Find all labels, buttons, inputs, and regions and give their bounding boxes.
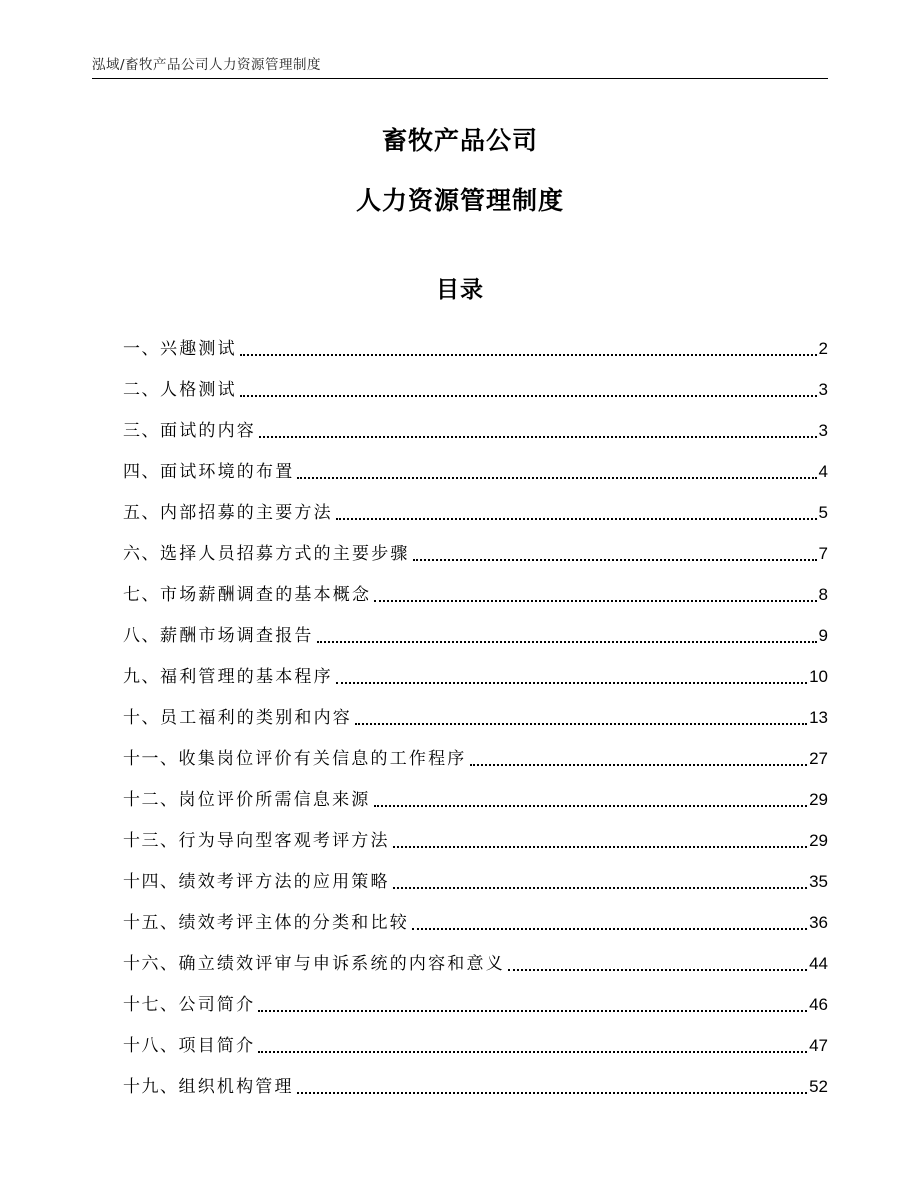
toc-entry-page: 44 [809,954,828,973]
toc-entry[interactable] [123,937,828,978]
toc-entry-page: 8 [818,585,828,604]
toc-entry-page: 29 [809,790,828,809]
toc-entry-page: 3 [818,421,828,440]
toc-entry-page: 52 [809,1077,828,1096]
toc-entry-number: 十九、 [123,1077,179,1097]
toc-entry-number: 九、 [123,667,160,687]
toc-entry-title: 内部招募的主要方法 [160,503,333,523]
toc-leader-dots [258,1010,807,1012]
toc-entry-page: 35 [809,872,828,891]
toc-leader-dots [508,969,807,971]
toc-leader-dots [297,477,816,479]
toc-entry[interactable] [123,1019,828,1060]
toc-leader-dots [336,518,817,520]
toc-entry-title: 行为导向型客观考评方法 [178,831,390,851]
toc-entry-page: 47 [809,1036,828,1055]
toc-entry[interactable] [123,486,828,527]
toc-entry-number: 一、 [123,339,160,359]
toc-entry[interactable] [123,732,828,773]
toc-entry-title: 收集岗位评价有关信息的工作程序 [178,749,467,769]
table-of-contents [123,322,828,1101]
toc-entry[interactable] [123,404,828,445]
toc-entry-title: 面试环境的布置 [160,462,295,482]
toc-entry[interactable] [123,773,828,814]
toc-entry-title: 人格测试 [160,380,237,400]
toc-entry[interactable] [123,1060,828,1101]
toc-entry-number: 五、 [123,503,160,523]
toc-heading: 目录 [436,277,484,303]
toc-entry-number: 十三、 [123,831,179,851]
toc-entry-title: 市场薪酬调查的基本概念 [160,585,372,605]
toc-leader-dots [413,559,817,561]
toc-entry-page: 29 [809,831,828,850]
toc-entry-page: 46 [809,995,828,1014]
toc-entry-number: 四、 [123,462,160,482]
toc-entry-title: 员工福利的类别和内容 [160,708,352,728]
toc-entry-number: 十八、 [123,1036,179,1056]
toc-entry-number: 十七、 [123,995,179,1015]
toc-entry-page: 2 [818,339,828,358]
toc-entry-page: 27 [809,749,828,768]
toc-entry[interactable] [123,814,828,855]
toc-leader-dots [393,846,807,848]
toc-entry-title: 确立绩效评审与申诉系统的内容和意义 [178,954,505,974]
toc-entry-title: 绩效考评方法的应用策略 [178,872,390,892]
toc-leader-dots [355,723,807,725]
toc-entry-page: 3 [818,380,828,399]
toc-entry[interactable] [123,363,828,404]
toc-entry-title: 绩效考评主体的分类和比较 [178,913,409,933]
toc-entry-number: 十四、 [123,872,179,892]
toc-entry-title: 项目简介 [178,1036,256,1056]
toc-leader-dots [297,1092,807,1094]
toc-entry-page: 7 [818,544,828,563]
toc-entry-title: 面试的内容 [160,421,256,441]
toc-entry-page: 36 [809,913,828,932]
toc-entry-title: 组织机构管理 [178,1077,294,1097]
toc-entry-number: 十五、 [123,913,179,933]
toc-entry-number: 二、 [123,380,160,400]
toc-entry-number: 十二、 [123,790,179,810]
header-divider [92,78,828,79]
toc-entry[interactable] [123,527,828,568]
toc-leader-dots [259,436,817,438]
toc-entry-number: 三、 [123,421,160,441]
toc-entry-page: 10 [809,667,828,686]
toc-leader-dots [374,805,808,807]
toc-entry[interactable] [123,609,828,650]
toc-entry-title: 公司简介 [178,995,256,1015]
toc-entry-number: 六、 [123,544,160,564]
toc-entry-page: 5 [818,503,828,522]
toc-entry[interactable] [123,445,828,486]
toc-entry[interactable] [123,650,828,691]
toc-leader-dots [393,887,807,889]
toc-entry-title: 福利管理的基本程序 [160,667,333,687]
toc-leader-dots [412,928,807,930]
toc-entry-number: 八、 [123,626,160,646]
toc-entry-title: 薪酬市场调查报告 [160,626,314,646]
toc-entry-title: 兴趣测试 [160,339,237,359]
toc-leader-dots [258,1051,807,1053]
toc-entry-number: 七、 [123,585,160,605]
toc-entry[interactable] [123,322,828,363]
page-header: 泓域/畜牧产品公司人力资源管理制度 [92,57,322,73]
toc-leader-dots [470,764,808,766]
toc-entry-page: 9 [818,626,828,645]
toc-entry[interactable] [123,978,828,1019]
document-title-main: 人力资源管理制度 [355,186,564,215]
toc-entry-title: 选择人员招募方式的主要步骤 [160,544,410,564]
toc-entry-title: 岗位评价所需信息来源 [178,790,371,810]
toc-leader-dots [240,395,817,397]
toc-entry-number: 十六、 [123,954,179,974]
toc-entry[interactable] [123,855,828,896]
document-title-company: 畜牧产品公司 [381,126,538,155]
toc-entry[interactable] [123,896,828,937]
toc-leader-dots [336,682,807,684]
toc-entry-page: 13 [809,708,828,727]
toc-entry[interactable] [123,568,828,609]
toc-leader-dots [317,641,817,643]
toc-entry-number: 十一、 [123,749,179,769]
toc-entry[interactable] [123,691,828,732]
toc-entry-page: 4 [818,462,828,481]
toc-leader-dots [374,600,816,602]
toc-leader-dots [240,354,817,356]
toc-entry-number: 十、 [123,708,160,728]
